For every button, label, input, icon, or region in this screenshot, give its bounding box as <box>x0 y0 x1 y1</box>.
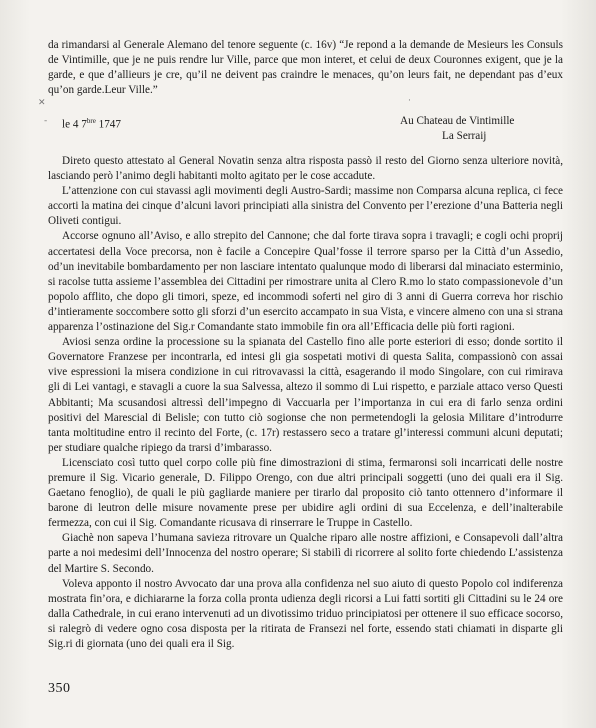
letter-place: Au Chateau de Vintimille <box>400 115 515 127</box>
paragraph: Giachè non sapeva l’humana savieza ritrovare un Qualche riparo alle nostre affizioni, e Consapevoli dall’altra parte a noi medesimi dell’Innocenza del nostro operare; Si stabilì di ricorrere al solito forte chiedendo L’assistenza del Martire S. Secondo. <box>48 532 563 575</box>
letter-date: le 4 $7^{bre}$ 1747 <box>62 117 121 131</box>
page-number: 350 <box>48 681 71 696</box>
quoted-letter <box>48 38 563 98</box>
quote-paragraph: da rimandarsi al Generale Alemano del tenore seguente (c. 16v) “Je repond a la demande de Mesieurs les Consuls de Vintimille, que je ne puis rendre lur Ville, parce que mon interet, et celui de deux Couronnes exigent, que je la garde, e que d’allieurs je cre, qu’il ne deivent pas craindre le menaces, qu’on leurs fait, ne dependant pas d’eux qu’on garde.Leur Ville.” <box>48 39 563 97</box>
paragraph: L’attenzione con cui stavassi agli movimenti degli Austro-Sardi; massime non Comparsa alcuna replica, ci fece accorti la matina dei cinque d’alcuni lavori principiati alla sinistra del Convento per l’erezione d’una Batteria negli Oliveti contigui. <box>48 185 563 228</box>
scan-speck: - <box>44 116 48 126</box>
scan-speck: · <box>408 96 411 106</box>
paragraph: Direto questo attestato al General Novatin senza altra risposta passò il resto del Giorno senza ulteriore novità, lasciando però l’animo degli habitanti molto agitato per le cose accadute. <box>48 155 563 183</box>
paragraph: Accorse ognuno all’Aviso, e allo strepito del Cannone; che dal forte tirava sopra i travagli; e cogli ochi proprij accertatesi della Voce precorsa, non è facile a Concepire Qual’fosse il terrore sparso per la Città d’un Assedio, od’un inevitabile bombardamento per non lasciare intentato qualunque modo di liberarsi dal minaciato esterminio, si racolse tutta assieme l’assemblea dei Cittadini per rimostrare unita al Clero R.mo lo stato compassionevole d’un popolo afflito, che dopo gli timori, speze, ed incommodi soferti nel giro di 3 anni di Guerra correva hor rischio d’intieramente soccombere sotto gli sforzi d’un esercito accampato in sua Vista, e vincere almeno con una si strana apparenza l’ostinazione del Sig.r Comandante stato immobile fin ora all’Efficacia delle più forti ragioni. <box>48 230 563 334</box>
body-text <box>48 154 563 652</box>
letter-signatory: La Serraij <box>442 130 487 142</box>
paragraph: Voleva apponto il nostro Avvocato dar una prova alla confidenza nel suo aiuto di questo Popolo col indiferenza mostrata fin’ora, e dichiararne la forza colla pronta udienza degli ricorsi a Lui fatti sortiti gli Cittadini su le 24 ore dalla Cathedrale, in cui erano intervenuti ad un divotissimo triduo principiatosi per ottenere il suo efficace socorso, si ralegrò di vedere ogno cosa disposta per la ritirata de Fransezi nel forte, essendo stati chiamati in disparte gli Sig.ri di giornata (uno dei quali era il Sig. <box>48 577 563 650</box>
paragraph: Aviosi senza ordine la processione su la spianata del Castello fino alle porte esteriori di esso; donde sortito il Governatore Franzese per incontrarla, ed intesi gli gia sospetati motivi di questa Salita, compassionò con assai vive espressioni la misera condizione in cui ritrovavassi la città, esagerando il modo Singolare, con cui rimirava gli di Lei vantagi, e stavagli a cuore la sua Salvessa, altezo il sommo di Lui rispetto, e parziale attaco verso Questi Abbitanti; Ma scusandosi altressì dell’impegno di Vaccuarla per l’importanza in cui era di farlo senza ordini positivi del Marescial di Belisle; con tutto ciò sogionse che non permetendogli la gelosia Militare d’introdurre tanta moltitudine entro il recinto del Forte, (c. 17r) restassero seco a tratare gl’interessi communi alcuni deputati; per studiare qualche ripiego da trarsi d’imbarasso. <box>48 336 563 454</box>
paragraph: Licensciato così tutto quel corpo colle più fine dimostrazioni di stima, fermaronsi soli incarricati delle nostre premure il Sig. Vicario generale, D. Filippo Orengo, con due altri principali soggetti (uno dei quali era il Sig. Gaetano fenoglio), de quali le più gagliarde maniere per tirarlo dal proposito ciò tanto ottennero d’informare il barone di leutron delle misure novamente prese per ubidire agli ordini di sua Eccelenza, e dell’inalterabile fermezza, con cui il Sig. Comandante ricusava di rinserrare le Truppe in Castello. <box>48 456 563 530</box>
scan-speck: ✕ <box>38 98 46 108</box>
